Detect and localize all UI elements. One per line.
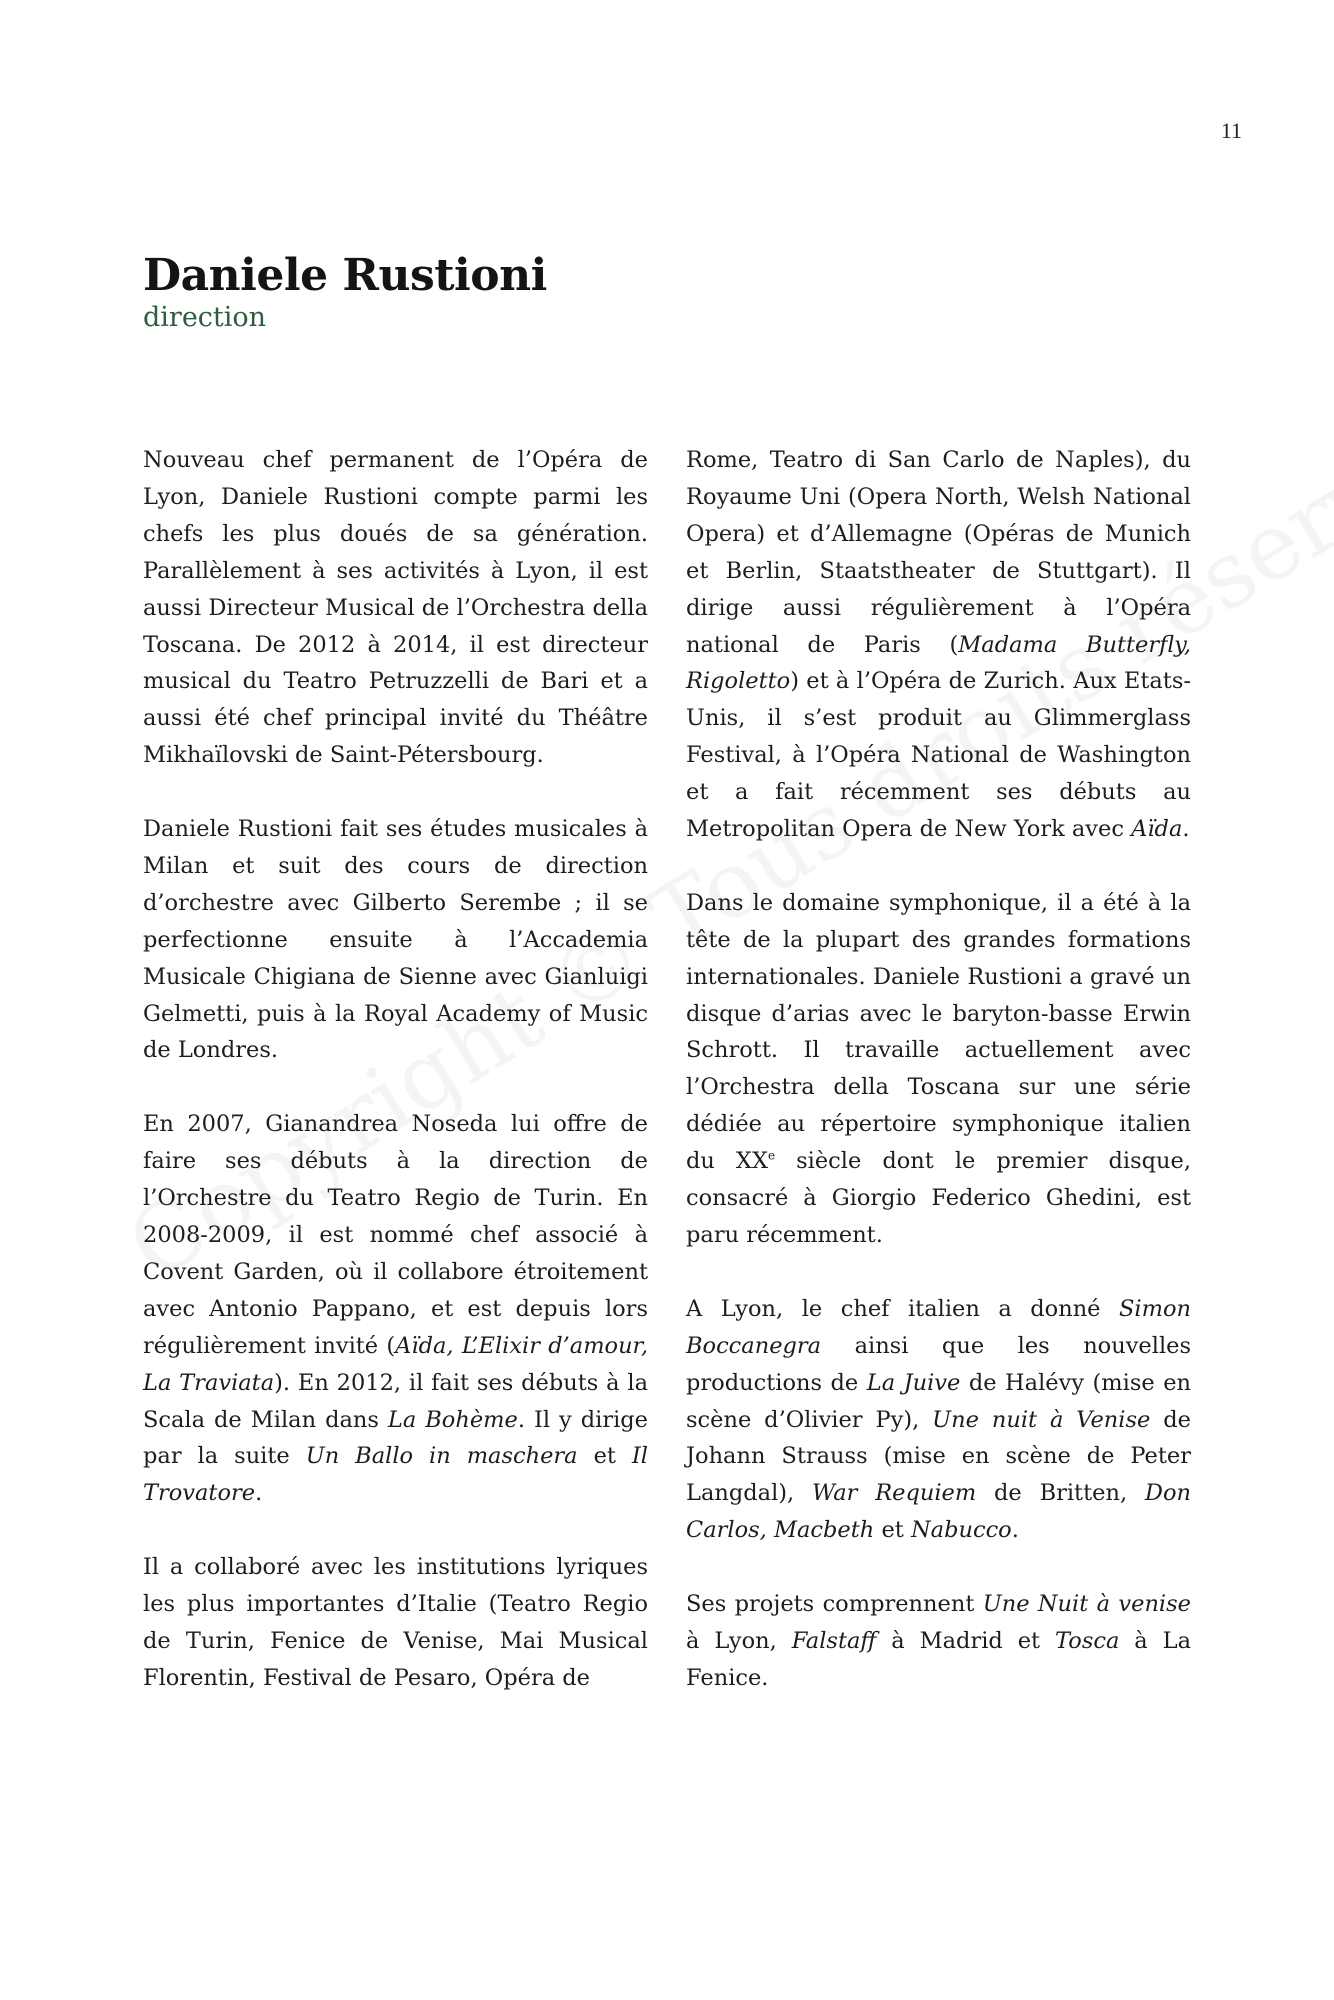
role-subtitle: direction [143, 302, 267, 334]
text-run: Daniele Rustioni fait ses études musicales à Milan et suit des cours de direction d’orchestre avec Gilberto Serembe ; il se perfectionne ensuite à l’Accademia Musicale Chigiana de Sienne avec Gianluigi Gelmetti, puis à la Royal Academy of Music de Londres. [143, 816, 648, 1064]
italic-title: Nabucco [910, 1517, 1012, 1544]
text-run: et [577, 1443, 632, 1470]
italic-title: Une nuit à Venise [932, 1406, 1151, 1433]
italic-title: Simon Boccanegra [686, 1295, 1191, 1359]
italic-title: Une Nuit à venise [982, 1591, 1191, 1618]
text-run: de Johann Strauss (mise en scène de Peter Langdal), [686, 1406, 1191, 1507]
paragraph [686, 442, 1191, 848]
text-run: . [1011, 1517, 1019, 1544]
text-run: En 2007, Gianandrea Noseda lui offre de faire ses débuts à la direction de l’Orchestre du Teatro Regio de Turin. En 2008-2009, il est nommé chef associé à Covent Garden, où il collabore étroitement avec Antonio Pappano, et est depuis lors régulièrement invité ( [143, 1111, 648, 1359]
text-run: à Lyon, [686, 1627, 792, 1654]
italic-title: Falstaff [791, 1627, 877, 1654]
italic-title: Il Trovatore [143, 1443, 649, 1507]
text-run: . Il y dirige par la suite [143, 1406, 648, 1470]
text-run: à Madrid et [876, 1627, 1056, 1654]
text-run: Nouveau chef permanent de l’Opéra de Lyon, Daniele Rustioni compte parmi les chefs les plus doués de sa génération. Parallèlement à ses activités à Lyon, il est aussi Directeur Musical de l’Orchestra della Toscana. De 2012 à 2014, il est directeur musical du Teatro Petruzzelli de Bari et a aussi été chef principal invité du Théâtre Mikhaïlovski de Saint-Pétersbourg. [143, 447, 648, 769]
italic-title: Don Carlos, Macbeth [686, 1480, 1191, 1544]
italic-title: War Requiem [812, 1480, 977, 1507]
paragraph [143, 811, 648, 1069]
text-run: ) et à l’Opéra de Zurich. Aux Etats-Unis, il s’est produit au Glimmerglass Festival, à l’Opéra National de Washington et a fait récemment ses débuts au Metropolitan Opera de New York avec [686, 668, 1191, 843]
paragraph [686, 885, 1191, 1254]
italic-title: Madama Butterfly, Rigoletto [686, 631, 1191, 695]
italic-title: Aïda [1131, 816, 1183, 843]
left-column [143, 442, 648, 1734]
text-run: ainsi que les nouvelles productions de [686, 1332, 1191, 1396]
text-run: Dans le domaine symphonique, il a été à la tête de la plupart des grandes formations internationales. Daniele Rustioni a gravé un disque d’arias avec le baryton-basse Erwin Schrott. Il travaille actuellement avec l’Orchestra della Toscana sur une série dédiée au répertoire symphonique italien du XX [686, 889, 1191, 1175]
text-run: . [1182, 816, 1190, 843]
text-run: de Halévy (mise en scène d’Olivier Py), [686, 1369, 1192, 1433]
text-run: à La Fenice. [686, 1627, 1191, 1691]
text-run: ). En 2012, il fait ses débuts à la Scala de Milan dans [143, 1369, 648, 1433]
italic-title: Tosca [1055, 1627, 1120, 1654]
right-column [686, 442, 1191, 1734]
text-run: siècle dont le premier disque, consacré à Giorgio Federico Ghedini, est paru récemment. [686, 1148, 1191, 1249]
text-run: . [255, 1480, 263, 1507]
page-number: 11 [1220, 118, 1242, 143]
paragraph [686, 1291, 1191, 1549]
text-run: de Britten, [976, 1480, 1145, 1507]
paragraph [143, 1106, 648, 1512]
article-header [143, 252, 547, 335]
page-title: Daniele Rustioni [143, 250, 547, 301]
text-run: Ses projets comprennent [686, 1591, 983, 1618]
body-columns [143, 442, 1191, 1734]
paragraph [143, 442, 648, 774]
italic-title: Un Ballo in maschera [305, 1443, 578, 1470]
italic-title: La Bohème [387, 1406, 518, 1433]
paragraph [143, 1549, 648, 1697]
paragraph [686, 1586, 1191, 1697]
text-run: Rome, Teatro di San Carlo de Naples), du Royaume Uni (Opera North, Welsh National Opera) et d’Allemagne (Opéras de Munich et Berlin, Staatstheater de Stuttgart). Il dirige aussi régulièrement à l’Opéra national de Paris ( [686, 447, 1191, 658]
text-run: Il a collaboré avec les institutions lyriques les plus importantes d’Italie (Teatro Regio de Turin, Fenice de Venise, Mai Musical Florentin, Festival de Pesaro, Opéra de [143, 1554, 648, 1691]
superscript: e [767, 1148, 776, 1163]
italic-title: La Juive [866, 1369, 961, 1396]
text-run: et [874, 1517, 911, 1544]
italic-title: Aïda, L’Elixir d’amour, La Traviata [143, 1332, 648, 1396]
text-run: A Lyon, le chef italien a donné [686, 1295, 1120, 1322]
